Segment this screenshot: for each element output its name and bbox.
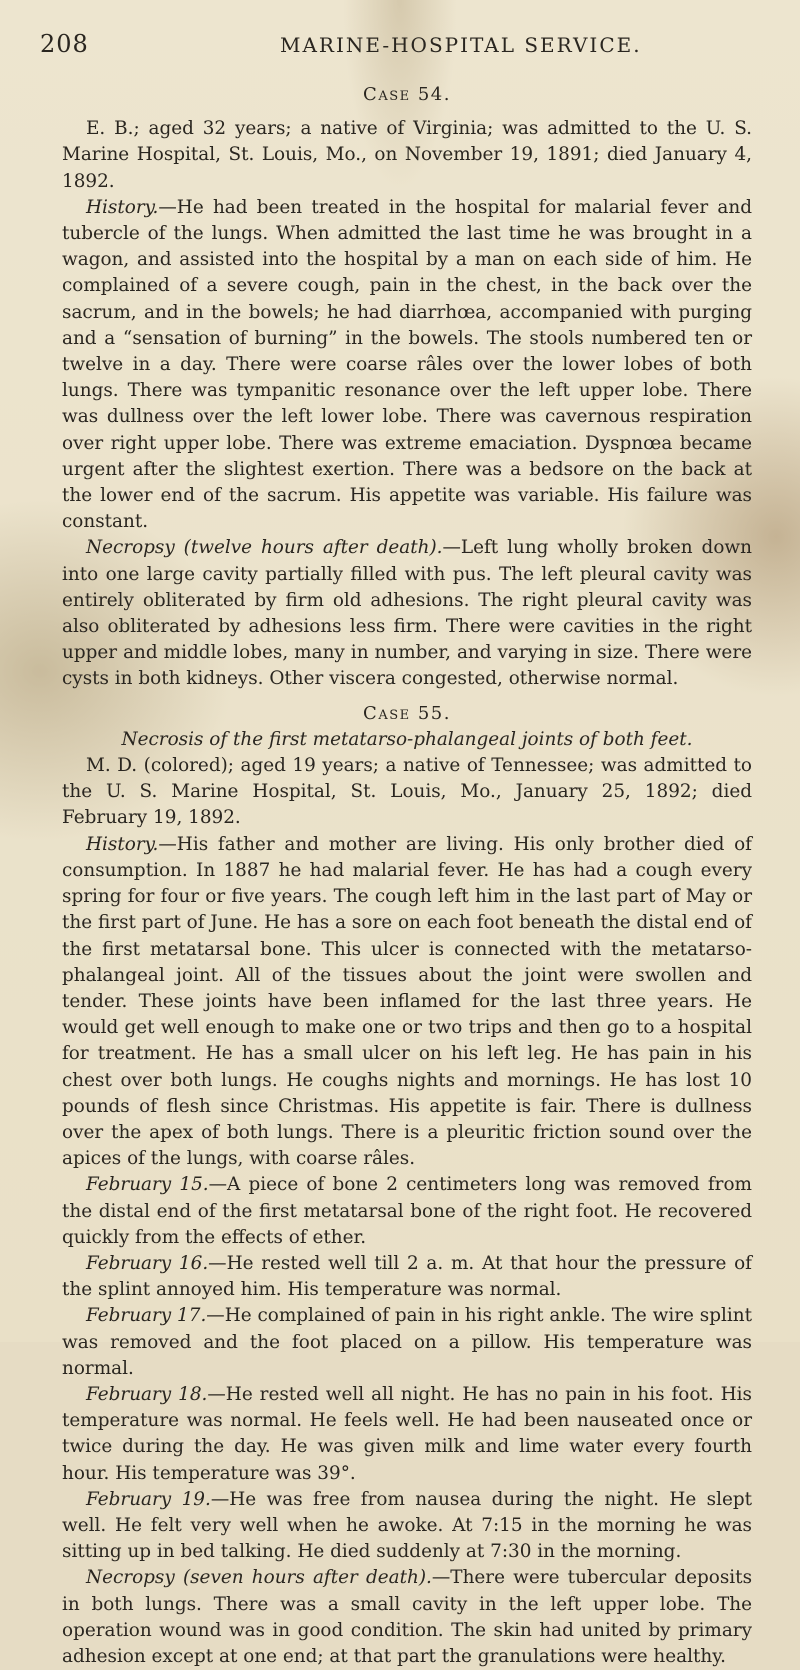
case-54-history-text: —He had been treated in the hospital for malarial fever and tubercle of the lungs. When admitted the last time he was brought in a wagon, and assisted into the hospital by a man on each side of him. He complained of a severe cough, pain in the chest, in the back over the sacrum, and in the bowels; he had diarrhœa, accompanied with purging and a “sensation of burning” in the bowels. The stools numbered ten or twelve in a day. There were coarse râles over the lower lobes of both lungs. There was tympanitic resonance over the left upper lobe. There was dullness over the left lower lobe. There was cavernous respiration over right upper lobe. There was extreme emaciation. Dyspnœa became urgent after the slightest exertion. There was a bedsore on the back at the lower end of the sacrum. His appetite was variable. His failure was constant. xyxy=(62,196,752,533)
case-55-history-text: —His father and mother are living. His only brother died of consumption. In 1887 he had malarial fever. He has had a cough every spring for four or five years. The cough left him in the last part of May or the first part of June. He has a sore on each foot beneath the distal end of the first metatarsal bone. This ulcer is connected with the metatarso-phalangeal joint. All of the tissues about the joint were swollen and tender. These joints have been inflamed for the last three years. He would get well enough to make one or two trips and then go to a hospital for treatment. He has a small ulcer on his left leg. He has pain in his chest over both lungs. He coughs nights and mornings. He has lost 10 pounds of flesh since Christmas. His appetite is fair. There is dullness over the apex of both lungs. There is a pleuritic friction sound over the apices of the lungs, with coarse râles. xyxy=(62,833,752,1170)
case-54-intro: E. B.; aged 32 years; a native of Virginia; was admitted to the U. S. Marine Hospital, St. Louis, Mo., on November 19, 1891; died January 4, 1892. xyxy=(62,118,752,192)
entry-label: February 17. xyxy=(86,1305,207,1327)
case-55-intro: M. D. (colored); aged 19 years; a native of Tennessee; was admitted to the U. S. Marine Hospital, St. Louis, Mo., January 25, 1892; died February 19, 1892. xyxy=(62,755,752,829)
case-55-history-label: History. xyxy=(86,833,159,855)
page-header xyxy=(40,30,720,62)
case-55-entry xyxy=(62,1382,752,1487)
case-55-history xyxy=(62,832,752,1173)
running-head: MARINE-HOSPITAL SERVICE. xyxy=(280,33,642,57)
entry-label: February 19. xyxy=(86,1488,211,1510)
entry-text: —He rested well till 2 a. m. At that hour the pressure of the splint annoyed him. His temperature was normal. xyxy=(62,1252,752,1301)
case-55-heading: Case 55. xyxy=(363,702,451,724)
page-number: 208 xyxy=(40,30,89,58)
entry-label: February 18. xyxy=(86,1383,208,1405)
case-55-entry xyxy=(62,1303,752,1382)
entry-label: Necropsy (seven hours after death). xyxy=(86,1567,432,1589)
case-54-necropsy-text: —Left lung wholly broken down into one large cavity partially filled with pus. The left pleural cavity was entirely obliterated by firm old adhesions. The right pleural cavity was also obliterated by adhesions less firm. There were cavities in the right upper and middle lobes, many in number, and varying in size. There were cysts in both kidneys. Other viscera congested, otherwise normal. xyxy=(62,537,752,690)
page-content xyxy=(62,82,752,1670)
case-55-entry xyxy=(62,1251,752,1303)
entry-text: —He complained of pain in his right ankle. The wire splint was removed and the foot placed on a pillow. His temperature was normal. xyxy=(62,1305,752,1379)
entry-label: February 15. xyxy=(86,1174,209,1196)
case-55-entry xyxy=(62,1565,752,1670)
entry-text: —There were tubercular deposits in both lungs. There was a small cavity in the left upper lobe. The operation wound was in good condition. The skin had united by primary adhesion except at one end; at that part the granulations were healthy. xyxy=(62,1567,753,1667)
entry-text: —He was free from nausea during the night. He slept well. He felt very well when he awoke. At 7:15 in the morning he was sitting up in bed talking. He died suddenly at 7:30 in the morning. xyxy=(62,1488,752,1563)
case-55-entry xyxy=(62,1487,752,1566)
case-54-history xyxy=(62,195,752,536)
case-54-history-label: History. xyxy=(86,196,159,218)
entry-label: February 16. xyxy=(86,1252,209,1274)
case-54-necropsy xyxy=(62,535,752,692)
case-55-entry xyxy=(62,1172,752,1251)
entry-text: —A piece of bone 2 centimeters long was removed from the distal end of the first metatarsal bone of the right foot. He recovered quickly from the effects of ether. xyxy=(62,1174,752,1248)
entry-text: —He rested well all night. He has no pain in his foot. His temperature was normal. He feels well. He had been nauseated once or twice during the day. He was given milk and lime water every fourth hour. His temperature was 39°. xyxy=(62,1383,752,1484)
case-55-subtitle: Necrosis of the first metatarso-phalangeal joints of both feet. xyxy=(121,728,693,750)
case-54-heading: Case 54. xyxy=(363,84,451,105)
case-54-necropsy-label: Necropsy (twelve hours after death). xyxy=(86,537,443,559)
